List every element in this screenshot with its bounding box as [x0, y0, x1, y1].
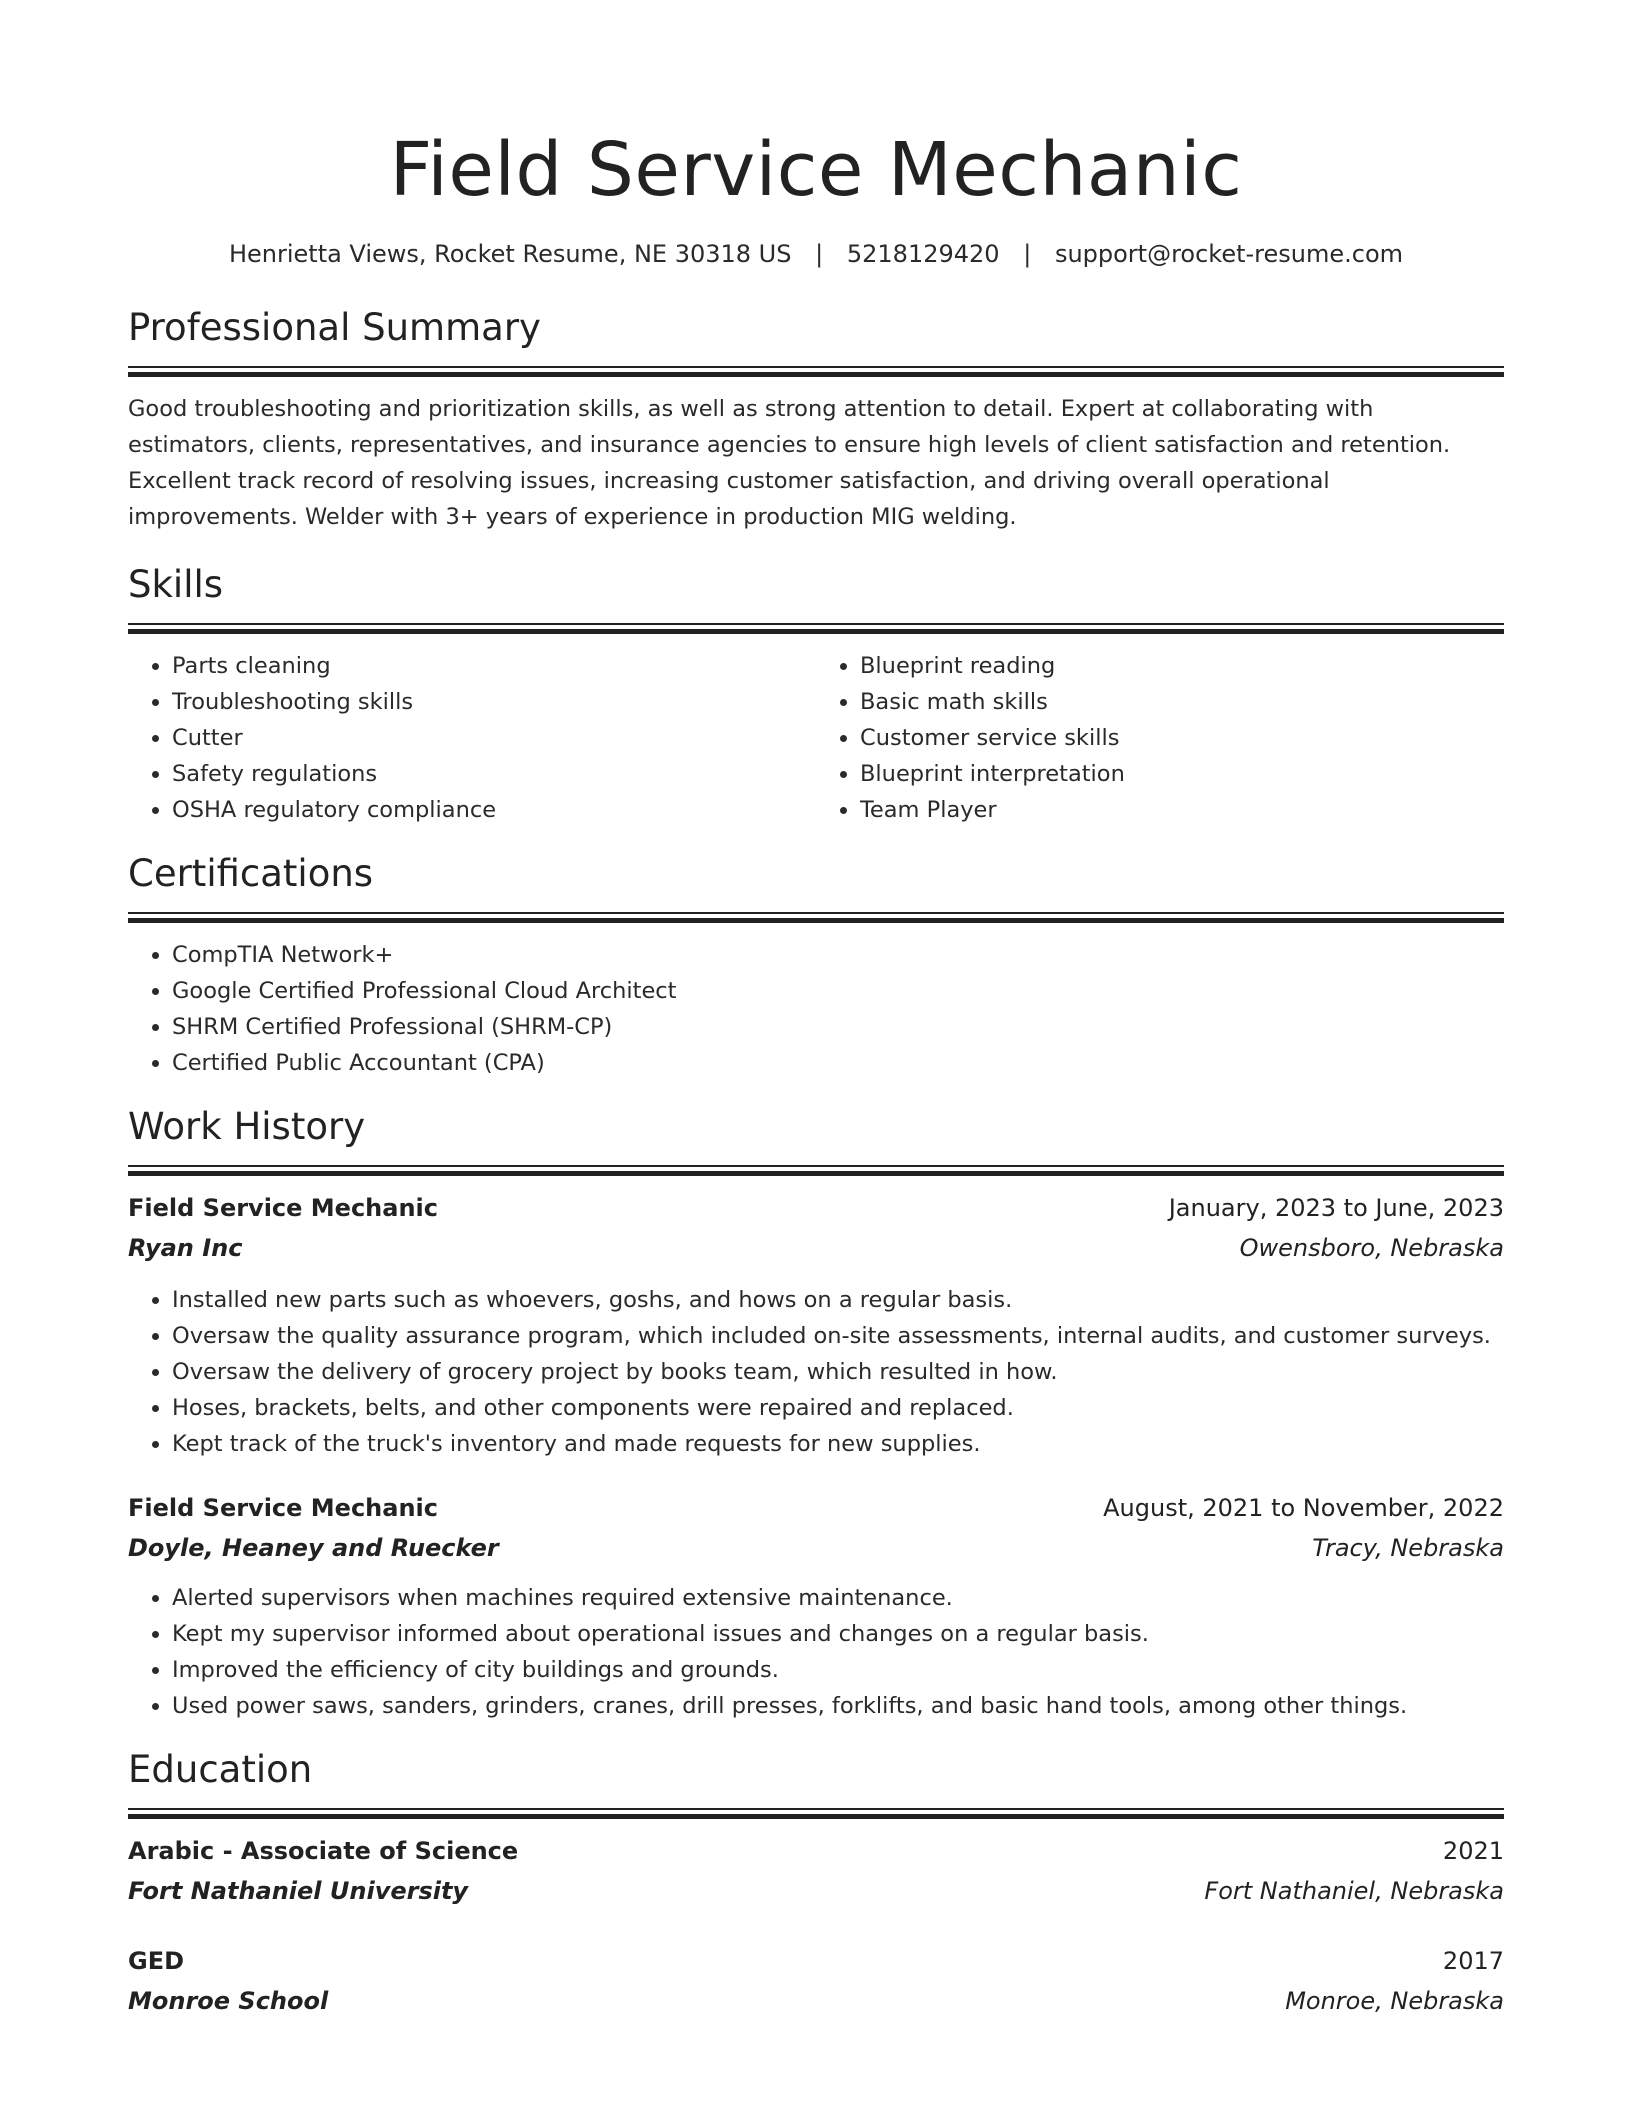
work-heading: Work History	[128, 1105, 366, 1148]
education-header	[128, 1831, 1504, 1871]
job-duty: • Hoses, brackets, belts, and other components were repaired and replaced.	[172, 1390, 1504, 1426]
section-divider	[128, 623, 1504, 634]
job-duties-list	[128, 1282, 1504, 1462]
skill-item: • Cutter	[172, 720, 816, 756]
job-duty: • Used power saws, sanders, grinders, cranes, drill presses, forklifts, and basic hand tools, among other things.	[172, 1688, 1504, 1724]
skills-section	[128, 561, 1504, 828]
job-header	[128, 1188, 1504, 1228]
skills-grid	[128, 634, 1504, 828]
education-entry	[128, 1941, 1504, 2021]
section-divider	[128, 912, 1504, 923]
job-duty: • Kept my supervisor informed about operational issues and changes on a regular basis.	[172, 1616, 1504, 1652]
summary-section	[128, 304, 1504, 535]
section-divider	[128, 1165, 1504, 1176]
contact-separator: |	[1023, 240, 1032, 268]
job-subheader	[128, 1528, 1504, 1568]
job-location: Tracy, Nebraska	[1312, 1534, 1504, 1562]
certifications-list	[128, 937, 1504, 1081]
education-year: 2017	[1442, 1947, 1504, 1975]
education-entry	[128, 1831, 1504, 1911]
contact-phone: 5218129420	[846, 240, 1000, 268]
job-subheader	[128, 1228, 1504, 1268]
certification-item: • Google Certified Professional Cloud Architect	[172, 973, 1504, 1009]
job-title: Field Service Mechanic	[128, 1494, 438, 1522]
education-subheader	[128, 1871, 1504, 1911]
job-location: Owensboro, Nebraska	[1239, 1234, 1504, 1262]
education-degree: Arabic - Associate of Science	[128, 1837, 519, 1865]
job-duty: • Alerted supervisors when machines required extensive maintenance.	[172, 1580, 1504, 1616]
education-heading: Education	[128, 1748, 313, 1791]
section-divider	[128, 1808, 1504, 1819]
education-section	[128, 1746, 1504, 2021]
contact-line	[128, 238, 1504, 270]
certifications-heading: Certifications	[128, 852, 374, 895]
job-duties-list	[128, 1580, 1504, 1724]
skill-item: • Parts cleaning	[172, 648, 816, 684]
job-company: Ryan Inc	[128, 1234, 243, 1262]
education-year: 2021	[1442, 1837, 1504, 1865]
job-title: Field Service Mechanic	[128, 1194, 438, 1222]
certification-item: • CompTIA Network+	[172, 937, 1504, 973]
certifications-section	[128, 850, 1504, 1081]
summary-text: Good troubleshooting and prioritization skills, as well as strong attention to detail. Expert at collaborating with estimators, clients, representatives, and insurance agencies to ensure high levels of client satisfaction and retention. Excellent track record of resolving issues, increasing customer satisfaction, and driving overall operational improvements. Welder with 3+ years of experience in production MIG welding.	[128, 396, 1451, 530]
work-section	[128, 1103, 1504, 1724]
job-duty: • Oversaw the delivery of grocery project by books team, which resulted in how.	[172, 1354, 1504, 1390]
certification-item: • Certified Public Accountant (CPA)	[172, 1045, 1504, 1081]
skills-list-right	[816, 648, 1504, 828]
job-duty: • Oversaw the quality assurance program, which included on-site assessments, internal audits, and customer surveys.	[172, 1318, 1504, 1354]
education-header	[128, 1941, 1504, 1981]
job-dates: August, 2021 to November, 2022	[1103, 1494, 1504, 1522]
contact-email: support@rocket-resume.com	[1054, 240, 1404, 268]
section-divider	[128, 366, 1504, 377]
job-company: Doyle, Heaney and Ruecker	[128, 1534, 499, 1562]
job-entry	[128, 1488, 1504, 1724]
contact-separator: |	[815, 240, 824, 268]
skill-item: • Basic math skills	[860, 684, 1504, 720]
skill-item: • Customer service skills	[860, 720, 1504, 756]
education-school: Monroe School	[128, 1987, 329, 2015]
contact-address: Henrietta Views, Rocket Resume, NE 30318 US	[228, 240, 792, 268]
job-duty: • Improved the efficiency of city buildings and grounds.	[172, 1652, 1504, 1688]
skills-list-left	[128, 648, 816, 828]
skill-item: • Team Player	[860, 792, 1504, 828]
education-location: Fort Nathaniel, Nebraska	[1204, 1877, 1504, 1905]
education-school: Fort Nathaniel University	[128, 1877, 469, 1905]
skill-item: • Troubleshooting skills	[172, 684, 816, 720]
job-duty: • Installed new parts such as whoevers, goshs, and hows on a regular basis.	[172, 1282, 1504, 1318]
summary-heading: Professional Summary	[128, 306, 541, 349]
job-entry	[128, 1188, 1504, 1462]
job-dates: January, 2023 to June, 2023	[1168, 1194, 1504, 1222]
education-degree: GED	[128, 1947, 185, 1975]
skill-item: • Blueprint reading	[860, 648, 1504, 684]
skills-heading: Skills	[128, 563, 224, 606]
skill-item: • Blueprint interpretation	[860, 756, 1504, 792]
education-subheader	[128, 1981, 1504, 2021]
skill-item: • OSHA regulatory compliance	[172, 792, 816, 828]
certification-item: • SHRM Certified Professional (SHRM-CP)	[172, 1009, 1504, 1045]
skill-item: • Safety regulations	[172, 756, 816, 792]
education-location: Monroe, Nebraska	[1285, 1987, 1504, 2015]
job-duty: • Kept track of the truck's inventory and made requests for new supplies.	[172, 1426, 1504, 1462]
job-header	[128, 1488, 1504, 1528]
resume-name: Field Service Mechanic	[389, 127, 1243, 213]
